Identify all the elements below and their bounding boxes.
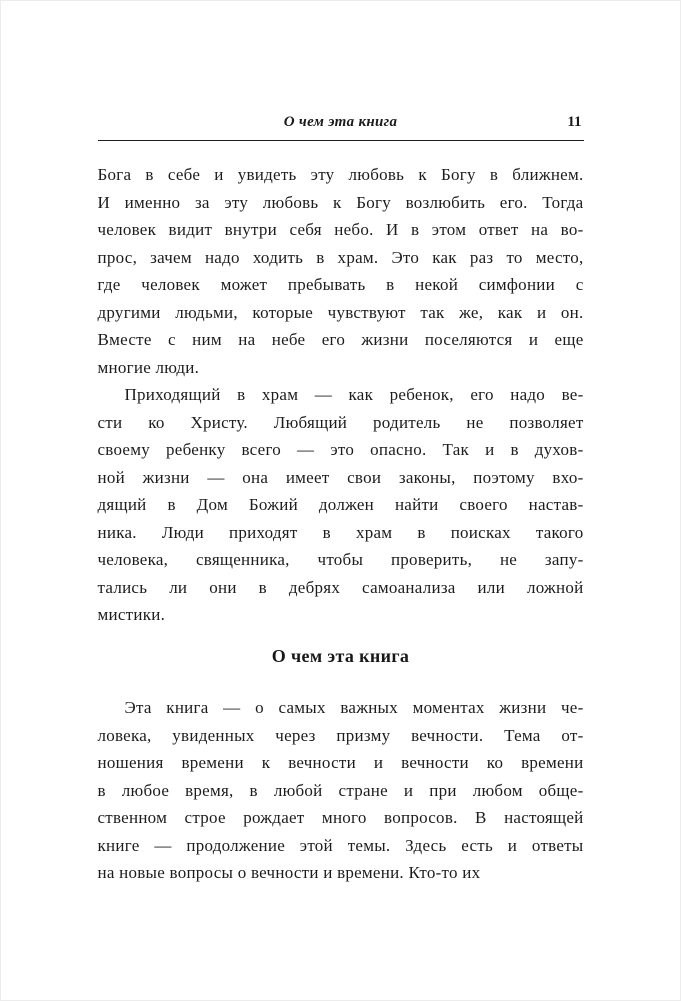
text-line: дящий в Дом Божий должен найти своего настав-	[97, 495, 584, 514]
text-line: Эта книга — о самых важных моментах жизни че-	[124, 698, 584, 717]
text-line: где человек может пребывать в некой симфонии с	[97, 275, 584, 294]
text-line: мистики.	[97, 605, 166, 624]
text-line: книге — продолжение этой темы. Здесь есть и ответы	[97, 835, 584, 855]
text-line: сти ко Христу. Любящий родитель не позволяет	[97, 412, 584, 432]
page-header	[98, 113, 584, 132]
section-heading: О чем эта книга	[271, 645, 410, 666]
text-line: на новые вопросы о вечности и времени. Кто-то их	[97, 863, 481, 882]
text-line: ственном строе рождает много вопросов. В настоящей	[97, 808, 584, 827]
text-line: человек видит внутри себя небо. И в этом ответ на во-	[97, 220, 584, 239]
text-column	[98, 1, 584, 887]
text-line: прос, зачем надо ходить в храм. Это как раз то место,	[97, 247, 584, 267]
text-line: человека, священника, чтобы проверить, не запу-	[97, 550, 584, 569]
text-line: И именно за эту любовь к Богу возлюбить его. Тогда	[97, 192, 584, 212]
paragraph	[98, 161, 584, 381]
paragraph	[98, 694, 584, 887]
page-body	[98, 141, 584, 887]
text-line: многие люди.	[97, 357, 200, 377]
running-head-title: О чем эта книга	[283, 114, 398, 130]
text-line: тались ли они в дебрях самоанализа или ложной	[97, 577, 584, 597]
text-line: другими людьми, которые чувствуют так же, как и он.	[97, 302, 584, 322]
paragraph	[98, 381, 584, 629]
text-line: Вместе с ним на небе его жизни поселяются и еще	[97, 330, 584, 349]
text-line: Бога в себе и увидеть эту любовь к Богу в ближнем.	[97, 165, 584, 184]
text-line: Приходящий в храм — как ребенок, его надо ве-	[124, 385, 584, 404]
text-line: ловека, увиденных через призму вечности. Тема от-	[97, 725, 584, 745]
text-line: ника. Люди приходят в храм в поисках такого	[97, 522, 584, 542]
text-line: своему ребенку всего — это опасно. Так и в духов-	[97, 440, 584, 459]
page-number: 11	[567, 114, 582, 130]
text-line: ной жизни — она имеет свои законы, поэтому вхо-	[97, 467, 584, 487]
text-line: в любое время, в любой стране и при любом обще-	[97, 780, 584, 800]
text-line: ношения времени к вечности и вечности ко времени	[97, 753, 584, 772]
